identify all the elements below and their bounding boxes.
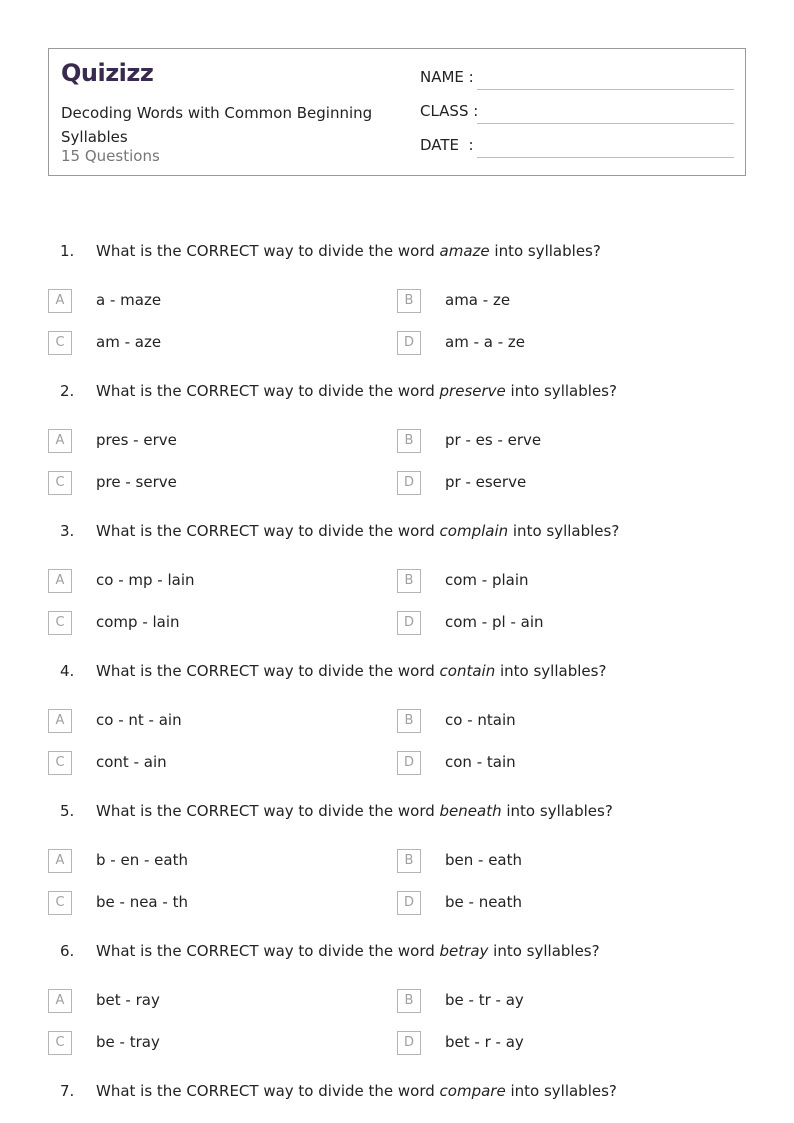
answer-option-a[interactable]	[48, 569, 348, 593]
question-text-suffix: into syllables?	[488, 942, 600, 960]
question-target-word: betray	[439, 942, 489, 960]
answer-option-d[interactable]	[397, 891, 697, 915]
answer-option-a[interactable]	[48, 989, 348, 1013]
answer-option-c[interactable]	[48, 891, 348, 915]
option-text: am - a - ze	[445, 333, 525, 351]
option-text: pr - es - erve	[445, 431, 542, 449]
question-text	[96, 662, 606, 680]
question-text-prefix: What is the CORRECT way to divide the word	[96, 382, 440, 400]
question-text-suffix: into syllables?	[505, 1082, 617, 1100]
question-text-suffix: into syllables?	[495, 662, 607, 680]
option-letter-box[interactable]: C	[48, 471, 72, 495]
question-text	[96, 382, 617, 400]
answer-option-c[interactable]	[48, 751, 348, 775]
question-number: 4.	[60, 662, 75, 680]
option-letter-box[interactable]: C	[48, 1031, 72, 1055]
option-letter-box[interactable]: A	[48, 849, 72, 873]
option-text: ama - ze	[445, 291, 511, 309]
option-letter-box[interactable]: C	[48, 331, 72, 355]
class-field[interactable]	[420, 102, 734, 126]
option-text: be - nea - th	[96, 893, 188, 911]
worksheet-header	[48, 48, 746, 176]
question-text-suffix: into syllables?	[489, 242, 601, 260]
option-text: cont - ain	[96, 753, 167, 771]
option-letter-box[interactable]: D	[397, 471, 421, 495]
option-letter-box[interactable]: D	[397, 751, 421, 775]
option-text: pres - erve	[96, 431, 177, 449]
name-line[interactable]	[477, 89, 734, 90]
question-target-word: beneath	[439, 802, 502, 820]
answer-option-c[interactable]	[48, 331, 348, 355]
answer-option-b[interactable]	[397, 849, 697, 873]
question-text-prefix: What is the CORRECT way to divide the word	[96, 242, 440, 260]
option-text: comp - lain	[96, 613, 180, 631]
option-letter-box[interactable]: C	[48, 891, 72, 915]
question-target-word: compare	[439, 1082, 506, 1100]
answer-option-a[interactable]	[48, 429, 348, 453]
option-text: be - neath	[445, 893, 523, 911]
option-text: co - ntain	[445, 711, 516, 729]
option-letter-box[interactable]: A	[48, 289, 72, 313]
answer-option-b[interactable]	[397, 569, 697, 593]
answer-option-d[interactable]	[397, 331, 697, 355]
question-number: 5.	[60, 802, 75, 820]
option-letter-box[interactable]: B	[397, 289, 421, 313]
name-field[interactable]	[420, 68, 734, 92]
option-text: co - nt - ain	[96, 711, 182, 729]
answer-option-d[interactable]	[397, 1031, 697, 1055]
question-text-prefix: What is the CORRECT way to divide the word	[96, 942, 440, 960]
option-letter-box[interactable]: D	[397, 1031, 421, 1055]
option-text: be - tray	[96, 1033, 160, 1051]
option-text: pre - serve	[96, 473, 177, 491]
option-letter-box[interactable]: A	[48, 569, 72, 593]
option-letter-box[interactable]: B	[397, 429, 421, 453]
option-letter-box[interactable]: A	[48, 989, 72, 1013]
question-target-word: amaze	[439, 242, 490, 260]
question-number: 2.	[60, 382, 75, 400]
name-label: NAME :	[420, 68, 474, 86]
answer-option-d[interactable]	[397, 611, 697, 635]
option-text: co - mp - lain	[96, 571, 195, 589]
question-text	[96, 942, 600, 960]
option-letter-box[interactable]: A	[48, 709, 72, 733]
question-text-prefix: What is the CORRECT way to divide the word	[96, 802, 440, 820]
option-letter-box[interactable]: B	[397, 569, 421, 593]
answer-option-b[interactable]	[397, 429, 697, 453]
option-letter-box[interactable]: B	[397, 849, 421, 873]
question-target-word: contain	[439, 662, 496, 680]
option-letter-box[interactable]: C	[48, 611, 72, 635]
answer-option-a[interactable]	[48, 289, 348, 313]
option-letter-box[interactable]: B	[397, 989, 421, 1013]
option-text: am - aze	[96, 333, 162, 351]
answer-option-b[interactable]	[397, 709, 697, 733]
option-text: pr - eserve	[445, 473, 527, 491]
date-label: DATE :	[420, 136, 474, 154]
question-text-suffix: into syllables?	[508, 522, 620, 540]
question-number: 1.	[60, 242, 75, 260]
option-letter-box[interactable]: A	[48, 429, 72, 453]
option-text: a - maze	[96, 291, 162, 309]
question-count: 15 Questions	[61, 147, 160, 165]
option-text: ben - eath	[445, 851, 523, 869]
answer-option-a[interactable]	[48, 849, 348, 873]
option-text: com - plain	[445, 571, 529, 589]
answer-option-a[interactable]	[48, 709, 348, 733]
answer-option-b[interactable]	[397, 289, 697, 313]
question-target-word: complain	[439, 522, 509, 540]
question-number: 6.	[60, 942, 75, 960]
option-text: con - tain	[445, 753, 516, 771]
option-letter-box[interactable]: D	[397, 611, 421, 635]
class-line[interactable]	[477, 123, 734, 124]
answer-option-d[interactable]	[397, 751, 697, 775]
question-target-word: preserve	[439, 382, 506, 400]
question-text	[96, 1082, 617, 1100]
question-number: 3.	[60, 522, 75, 540]
date-line[interactable]	[477, 157, 734, 158]
question-text	[96, 802, 613, 820]
option-letter-box[interactable]: D	[397, 331, 421, 355]
option-text: com - pl - ain	[445, 613, 544, 631]
answer-option-d[interactable]	[397, 471, 697, 495]
question-text-suffix: into syllables?	[505, 382, 617, 400]
answer-option-b[interactable]	[397, 989, 697, 1013]
option-text: be - tr - ay	[445, 991, 524, 1009]
question-text	[96, 242, 601, 260]
option-letter-box[interactable]: C	[48, 751, 72, 775]
option-letter-box[interactable]: D	[397, 891, 421, 915]
answer-option-c[interactable]	[48, 1031, 348, 1055]
answer-option-c[interactable]	[48, 611, 348, 635]
date-field[interactable]	[420, 136, 734, 160]
worksheet-title: Decoding Words with Common Beginning Syllables	[61, 104, 373, 146]
class-label: CLASS :	[420, 102, 479, 120]
option-letter-box[interactable]: B	[397, 709, 421, 733]
question-number: 7.	[60, 1082, 75, 1100]
quizizz-logo: Quizizz	[61, 59, 154, 87]
option-text: bet - r - ay	[445, 1033, 524, 1051]
option-text: bet - ray	[96, 991, 160, 1009]
question-text-prefix: What is the CORRECT way to divide the word	[96, 522, 440, 540]
question-text-suffix: into syllables?	[501, 802, 613, 820]
question-text-prefix: What is the CORRECT way to divide the word	[96, 662, 440, 680]
option-text: b - en - eath	[96, 851, 188, 869]
answer-option-c[interactable]	[48, 471, 348, 495]
question-text-prefix: What is the CORRECT way to divide the word	[96, 1082, 440, 1100]
question-text	[96, 522, 619, 540]
